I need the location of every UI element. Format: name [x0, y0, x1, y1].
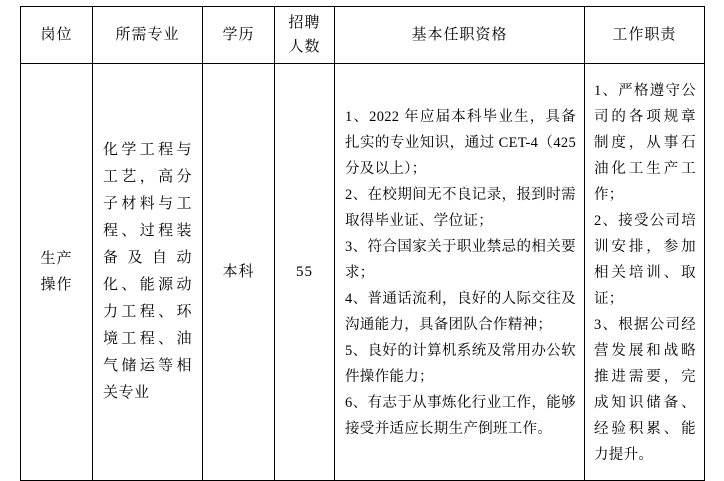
cell-duties — [585, 64, 705, 481]
cell-headcount-text: 55 — [296, 264, 313, 280]
column-header-duties — [585, 7, 705, 64]
job-posting-table — [20, 6, 705, 481]
cell-headcount — [275, 64, 335, 481]
table-header-row — [21, 7, 705, 64]
cell-qualifications-list — [335, 90, 584, 454]
table-body — [21, 64, 705, 481]
cell-education-text: 本科 — [222, 264, 255, 280]
column-header-education — [203, 7, 275, 64]
table-header — [21, 7, 705, 64]
column-header-post-label: 岗位 — [40, 27, 73, 43]
column-header-post — [21, 7, 93, 64]
qualification-item: 4、普通话流利，良好的人际交往及沟通能力，具备团队合作精神； — [345, 291, 576, 333]
column-header-major-label: 所需专业 — [115, 27, 180, 43]
column-header-duties-label: 工作职责 — [612, 27, 677, 43]
qualification-item: 1、2022 年应届本科毕业生，具备扎实的专业知识，通过 CET-4（425 分及以上）； — [345, 109, 576, 177]
document-page — [0, 6, 724, 463]
column-header-major — [93, 7, 203, 64]
cell-education — [203, 64, 275, 481]
column-header-education-label: 学历 — [222, 27, 255, 43]
column-header-headcount-label-line2: 人数 — [288, 39, 321, 55]
qualification-item: 5、良好的计算机系统及常用办公软件操作能力； — [345, 343, 576, 385]
column-header-qualifications — [335, 7, 585, 64]
duty-item: 3、根据公司经营发展和战略推进需要，完成知识储备、经验积累、能力提升。 — [594, 317, 696, 463]
cell-duties-list — [585, 64, 704, 480]
cell-post-line1: 生产 — [40, 251, 73, 267]
cell-post-line2: 操作 — [40, 277, 73, 293]
cell-post — [21, 64, 93, 481]
qualification-item: 3、符合国家关于职业禁忌的相关要求； — [345, 239, 576, 281]
duty-item: 2、接受公司培训安排，参加相关培训、取证； — [594, 213, 696, 307]
table-row — [21, 64, 705, 481]
qualification-item: 6、有志于从事炼化行业工作，能够接受并适应长期生产倒班工作。 — [345, 395, 576, 437]
column-header-headcount — [275, 7, 335, 64]
qualification-item: 2、在校期间无不良记录，报到时需取得毕业证、学位证； — [345, 187, 576, 229]
column-header-headcount-label-line1: 招聘 — [288, 15, 321, 31]
column-header-qualifications-label: 基本任职资格 — [411, 27, 508, 43]
duty-item: 1、严格遵守公司的各项规章制度，从事石油化工生产工作； — [594, 83, 696, 203]
cell-qualifications — [335, 64, 585, 481]
cell-major-text: 化学工程与工艺，高分子材料与工程、过程装备及自动化、能源动力工程、环境工程、油气储运等相关专业 — [103, 142, 192, 401]
cell-major — [93, 64, 203, 481]
